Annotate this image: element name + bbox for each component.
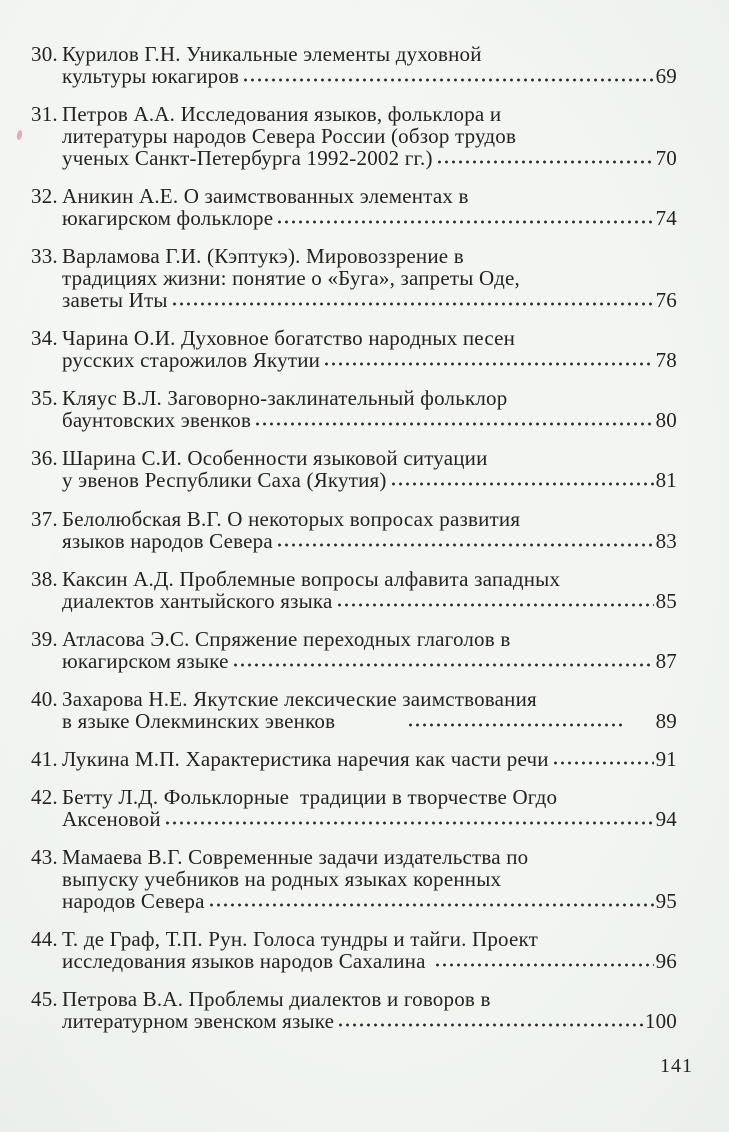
- entry-number: 40.: [31, 687, 58, 711]
- scan-artifact-speck: [16, 130, 23, 141]
- entry-page-number: 94: [655, 807, 677, 831]
- toc-entry: [31, 628, 677, 672]
- entry-text: [62, 846, 677, 912]
- entry-line: Лукина М.П. Характеристика наречия как части речи: [62, 747, 549, 771]
- entry-last-line: [62, 349, 677, 371]
- dot-leader: [276, 543, 654, 547]
- entry-line: Кляус В.Л. Заговорно-заклинательный фольклор: [62, 386, 508, 410]
- entry-last-line: [62, 65, 677, 87]
- entry-last-line: [62, 590, 677, 612]
- entry-number: 33.: [31, 244, 58, 268]
- dot-leader: [232, 663, 654, 667]
- toc-entry: [31, 748, 677, 770]
- entry-line: литературном эвенском языке: [62, 1009, 335, 1033]
- entry-page-number: 85: [655, 589, 677, 613]
- entry-line: у эвенов Республики Саха (Якутия): [62, 468, 387, 492]
- entry-text: [62, 245, 677, 311]
- entry-line: Петрова В.А. Проблемы диалектов и говоров в: [62, 987, 491, 1011]
- entry-page-number: 69: [655, 64, 677, 88]
- entry-line: Т. де Граф, Т.П. Рун. Голоса тундры и тайги. Проект: [62, 927, 539, 951]
- entry-line: Варламова Г.И. (Кэптукэ). Мировоззрение в: [62, 244, 464, 268]
- entry-line: Мамаева В.Г. Современные задачи издательства по: [62, 845, 529, 869]
- entry-last-line: [62, 207, 677, 229]
- entry-text: [62, 568, 677, 612]
- entry-number: 31.: [31, 102, 58, 126]
- entry-text: [62, 688, 677, 732]
- entry-line: литературы народов Севера России (обзор трудов: [62, 124, 517, 148]
- entry-line: юкагирском языке: [62, 649, 229, 673]
- entry-page-number: 96: [655, 949, 677, 973]
- entry-line: Каксин А.Д. Проблемные вопросы алфавита западных: [62, 567, 561, 591]
- entry-line: Петров А.А. Исследования языков, фольклора и: [62, 102, 502, 126]
- dot-leader: [436, 160, 654, 164]
- entry-page-number: 87: [655, 649, 677, 673]
- entry-page-number: 89: [655, 709, 677, 733]
- entry-page-number: 76: [655, 288, 677, 312]
- toc-entry: [31, 846, 677, 912]
- entry-line: ученых Санкт-Петербурга 1992-2002 гг.): [62, 146, 433, 170]
- entry-number: 43.: [31, 845, 58, 869]
- entry-number: 39.: [31, 627, 58, 651]
- toc-entry: [31, 786, 677, 830]
- dot-leader: [434, 963, 654, 967]
- dot-leader: [390, 482, 654, 486]
- entry-last-line: [62, 469, 677, 491]
- entry-text: [62, 103, 677, 169]
- entry-number: 38.: [31, 567, 58, 591]
- dot-leader: [276, 220, 653, 224]
- entry-number: 41.: [31, 747, 58, 771]
- toc-entry: [31, 928, 677, 972]
- entry-text: [62, 43, 677, 87]
- entry-text: [62, 508, 677, 552]
- entry-last-line: [62, 147, 677, 169]
- entry-line: Аникин А.Е. О заимствованных элементах в: [62, 184, 469, 208]
- entry-line: юкагирском фольклоре: [62, 206, 274, 230]
- entry-last-line: [62, 710, 677, 732]
- entry-text: [62, 387, 677, 431]
- entry-page-number: 95: [655, 889, 677, 913]
- entry-text: [62, 447, 677, 491]
- entry-number: 36.: [31, 446, 58, 470]
- entry-last-line: [62, 950, 677, 972]
- entry-text: [62, 928, 677, 972]
- entry-line: Атласова Э.С. Спряжение переходных глаголов в: [62, 627, 511, 651]
- entry-last-line: [62, 748, 677, 770]
- entry-line: Аксеновой: [62, 807, 161, 831]
- entry-line: Курилов Г.Н. Уникальные элементы духовной: [62, 42, 482, 66]
- entry-page-number: 70: [655, 146, 677, 170]
- entry-page-number: 100: [644, 1009, 677, 1033]
- entry-last-line: [62, 650, 677, 672]
- dot-leader: [552, 761, 654, 765]
- entry-last-line: [62, 289, 677, 311]
- toc-entry: [31, 245, 677, 311]
- entry-last-line: [62, 808, 677, 830]
- entry-page-number: 83: [655, 529, 677, 553]
- entry-line: выпуску учебников на родных языках коренных: [62, 867, 502, 891]
- entry-line: исследования языков народов Сахалина: [62, 949, 432, 973]
- entry-text: [62, 185, 677, 229]
- entry-number: 30.: [31, 42, 58, 66]
- toc-entry: [31, 568, 677, 612]
- entry-page-number: 91: [655, 747, 677, 771]
- entry-last-line: [62, 409, 677, 431]
- entry-line: заветы Иты: [62, 288, 168, 312]
- entry-number: 34.: [31, 326, 58, 350]
- entry-line: Шарина С.И. Особенности языковой ситуации: [62, 446, 488, 470]
- toc-entry: [31, 447, 677, 491]
- entry-text: [62, 327, 677, 371]
- toc-entry: [31, 43, 677, 87]
- entry-line: Белолюбская В.Г. О некоторых вопросах развития: [62, 507, 521, 531]
- entry-line: традициях жизни: понятие о «Буга», запреты Оде,: [62, 266, 520, 290]
- dot-leader: [171, 302, 654, 306]
- entry-number: 44.: [31, 927, 58, 951]
- entry-last-line: [62, 890, 677, 912]
- entry-line: языков народов Севера: [62, 529, 273, 553]
- entry-line: Бетту Л.Д. Фольклорные традиции в творчестве Огдо: [62, 785, 558, 809]
- entry-page-number: 78: [655, 348, 677, 372]
- entry-last-line: [62, 530, 677, 552]
- entry-text: [62, 786, 677, 830]
- entry-number: 35.: [31, 386, 58, 410]
- entry-line: баунтовских эвенков: [62, 408, 252, 432]
- page-number: 141: [660, 1055, 693, 1077]
- dot-leader: [208, 903, 654, 907]
- entry-text: [62, 628, 677, 672]
- entry-line: Чарина О.И. Духовное богатство народных песен: [62, 326, 516, 350]
- entry-number: 37.: [31, 507, 58, 531]
- toc-entry: [31, 185, 677, 229]
- dot-leader: [323, 362, 654, 366]
- dot-leader: [336, 603, 654, 607]
- dot-leader: [407, 723, 623, 727]
- entry-text: [62, 748, 677, 770]
- entry-line: народов Севера: [62, 889, 205, 913]
- entry-line: культуры юкагиров: [62, 64, 240, 88]
- toc-entry: [31, 327, 677, 371]
- entry-number: 32.: [31, 184, 58, 208]
- toc-entry: [31, 508, 677, 552]
- toc-list: [31, 43, 677, 1048]
- toc-entry: [31, 988, 677, 1032]
- toc-entry: [31, 688, 677, 732]
- entry-line: русских старожилов Якутии: [62, 348, 321, 372]
- dot-leader: [164, 821, 654, 825]
- entry-text: [62, 988, 677, 1032]
- entry-number: 42.: [31, 785, 58, 809]
- entry-last-line: [62, 1010, 677, 1032]
- dot-leader: [254, 422, 653, 426]
- entry-line: Захарова Н.Е. Якутские лексические заимствования: [62, 687, 537, 711]
- entry-page-number: 74: [655, 206, 677, 230]
- entry-line: в языке Олекминских эвенков: [62, 709, 336, 733]
- entry-page-number: 81: [655, 468, 677, 492]
- dot-leader: [337, 1023, 643, 1027]
- entry-page-number: 80: [655, 408, 677, 432]
- dot-leader: [242, 78, 654, 82]
- toc-entry: [31, 103, 677, 169]
- entry-number: 45.: [31, 987, 58, 1011]
- entry-line: диалектов хантыйского языка: [62, 589, 333, 613]
- toc-entry: [31, 387, 677, 431]
